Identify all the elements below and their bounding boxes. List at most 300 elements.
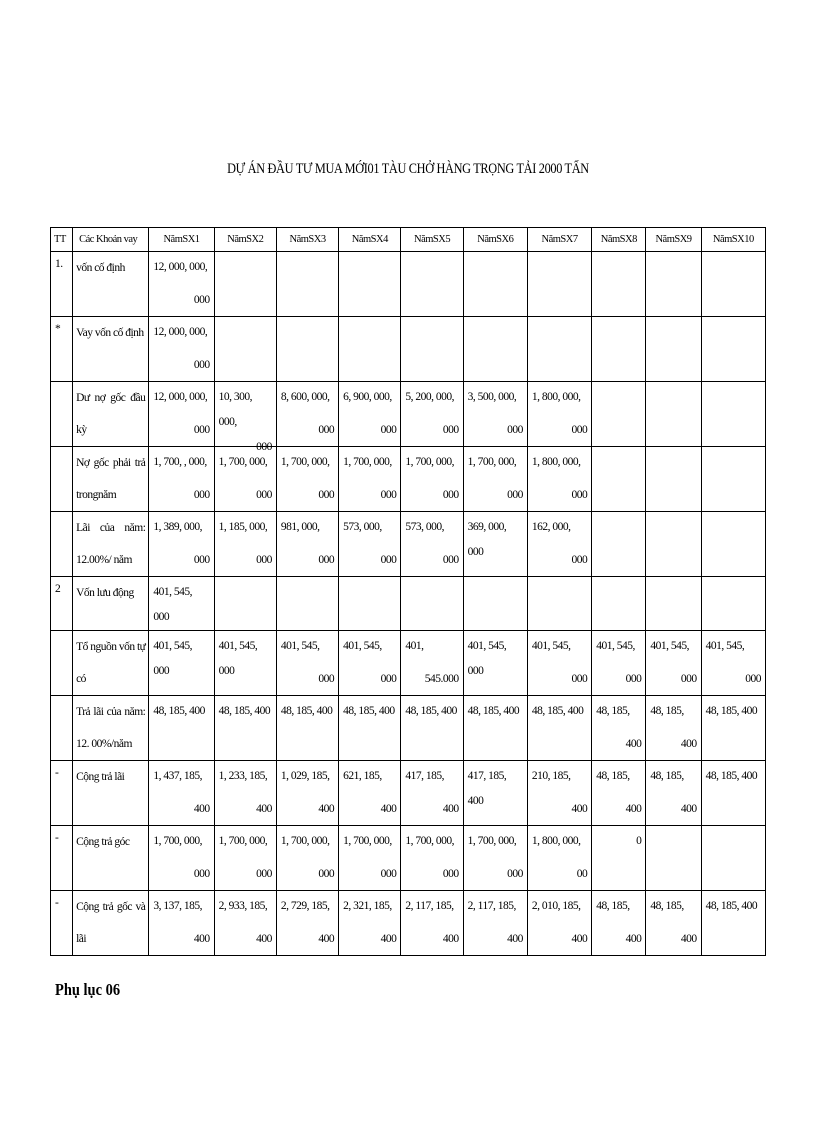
value-line: 1, 700, 000, (280, 456, 330, 468)
value-cell (592, 512, 646, 577)
value-cell (276, 891, 338, 956)
value-cell (149, 512, 214, 577)
value-line: 401, 545, (531, 640, 571, 652)
value-cell (592, 826, 646, 891)
loan-table (50, 227, 766, 956)
row-label (73, 696, 149, 761)
value-cell (701, 382, 765, 447)
row-index (51, 631, 73, 696)
value-cell (592, 577, 646, 631)
value-cell (463, 382, 527, 447)
value-line: 000 (507, 868, 523, 880)
value-cell (646, 696, 701, 761)
value-line: 400 (507, 933, 523, 945)
value-line: 48, 185, (650, 705, 684, 717)
value-line: 0 (636, 835, 642, 847)
value-line: 1, 185, 000, (218, 521, 268, 533)
row-label (73, 631, 149, 696)
value-line: 545.000 (424, 673, 459, 685)
value-line: 48, 185, 400 (705, 900, 758, 912)
value-cell (701, 317, 765, 382)
value-line: 400 (571, 803, 588, 815)
value-line: 400 (680, 933, 697, 945)
table-row (51, 826, 766, 891)
value-cell (276, 382, 338, 447)
value-cell (276, 577, 338, 631)
value-cell (401, 252, 463, 317)
value-line: 000 (318, 554, 335, 566)
value-line: 000 (680, 673, 697, 685)
value-line: 000 (745, 673, 761, 685)
value-line: 400 (193, 803, 210, 815)
value-line: 10, 300, 000, (218, 391, 253, 428)
value-cell (592, 631, 646, 696)
value-line: 000 (380, 424, 397, 436)
value-line: 000 (571, 489, 588, 501)
value-line: 162, 000, (531, 521, 571, 533)
value-line: 000 (380, 489, 397, 501)
value-cell (276, 512, 338, 577)
value-line: 1, 700, 000, (467, 456, 517, 468)
value-line: 000 (193, 294, 210, 306)
value-line: 000 (442, 489, 459, 501)
value-cell (646, 252, 701, 317)
value-cell (463, 761, 527, 826)
value-line: 000 (380, 673, 397, 685)
value-cell (592, 891, 646, 956)
value-cell (701, 696, 765, 761)
value-line: 1, 700, 000, (218, 456, 268, 468)
value-line: 2, 117, 185, (405, 900, 454, 912)
row-label-line: Tổ nguồn vốn tự (76, 641, 146, 653)
value-line: 1, 700, 000, (467, 835, 517, 847)
row-label-line: 12.00%/ năm (76, 554, 132, 566)
value-cell (527, 891, 591, 956)
value-cell (527, 696, 591, 761)
value-cell (214, 382, 276, 453)
value-cell (149, 696, 214, 761)
value-line: 000 (380, 868, 397, 880)
value-line: 400 (380, 933, 397, 945)
value-line: 2, 117, 185, (467, 900, 516, 912)
value-line: 000 (256, 554, 272, 566)
value-line: 401, 545, 000 (467, 640, 507, 677)
value-line: 000 (193, 424, 210, 436)
value-cell (463, 317, 527, 382)
row-index: - (51, 761, 73, 826)
value-line: 48, 185, 400 (467, 705, 520, 717)
column-header: Các Khoản vay (73, 228, 149, 252)
row-index (51, 447, 73, 512)
row-index: 2 (51, 577, 73, 631)
value-line: 417, 185, (405, 770, 445, 782)
document-title: DỰ ÁN ĐẦU TƯ MUA MỚI01 TÀU CHỞ HÀNG TRỌNG TẢI 2000 TẤN (227, 161, 589, 177)
value-line: 48, 185, 400 (705, 705, 758, 717)
value-line: 400 (625, 738, 642, 750)
column-header: NămSX4 (339, 228, 401, 252)
value-cell (592, 252, 646, 317)
value-line: 1, 800, 000, (531, 835, 581, 847)
table-row (51, 761, 766, 826)
value-cell (339, 512, 401, 577)
value-cell (401, 761, 463, 826)
value-line: 000 (442, 868, 459, 880)
appendix-label: Phụ lục 06 (55, 980, 121, 999)
value-line: 401, 545, 000 (218, 640, 258, 677)
value-line: 1, 700, 000, (218, 835, 268, 847)
value-cell (701, 826, 765, 891)
row-label (73, 826, 149, 891)
value-cell (592, 447, 646, 512)
table-row (51, 252, 766, 317)
row-index (51, 512, 73, 577)
value-cell (339, 891, 401, 956)
row-label (73, 252, 149, 317)
value-cell (149, 317, 214, 382)
row-label-line: Vay vốn cố định (76, 327, 144, 339)
value-line: 000 (380, 554, 397, 566)
table-row (51, 891, 766, 956)
value-cell (276, 631, 338, 696)
value-line: 3, 500, 000, (467, 391, 517, 403)
value-line: 12, 000, 000, (153, 391, 208, 403)
value-line: 48, 185, (596, 770, 630, 782)
value-cell (214, 761, 276, 826)
value-line: 000 (442, 424, 459, 436)
value-cell (276, 252, 338, 317)
row-index: * (51, 317, 73, 382)
value-cell (646, 826, 701, 891)
value-cell (276, 696, 338, 761)
column-header: NămSX8 (592, 228, 646, 252)
value-cell (463, 252, 527, 317)
value-line: 000 (256, 868, 272, 880)
value-line: 1, 800, 000, (531, 456, 581, 468)
value-cell (401, 631, 463, 696)
value-line: 000 (318, 489, 335, 501)
value-line: 48, 185, 400 (531, 705, 584, 717)
value-line: 48, 185, 400 (405, 705, 457, 717)
table-row (51, 317, 766, 382)
value-cell (646, 317, 701, 382)
table-row (51, 512, 766, 577)
row-label-line: Vốn lưu động (76, 587, 134, 599)
value-cell (401, 577, 463, 631)
value-cell (527, 826, 591, 891)
value-cell (463, 447, 527, 512)
value-cell (527, 512, 591, 577)
value-line: 400 (442, 803, 459, 815)
value-cell (401, 696, 463, 761)
value-cell (149, 577, 214, 631)
value-cell (149, 447, 214, 512)
value-line: 000 (256, 489, 272, 501)
value-line: 000 (571, 554, 588, 566)
value-line: 1, 700, 000, (405, 835, 455, 847)
value-cell (339, 382, 401, 447)
value-line: 1, 029, 185, (280, 770, 330, 782)
row-label-line: có (76, 673, 86, 685)
value-line: 1, 700, 000, (343, 835, 392, 847)
row-label-line: Lãi của năm: (76, 522, 146, 534)
row-label (73, 577, 149, 631)
value-cell (276, 317, 338, 382)
value-cell (339, 761, 401, 826)
value-line: 400 (442, 933, 459, 945)
row-index (51, 382, 73, 447)
value-cell (339, 826, 401, 891)
value-cell (463, 631, 527, 696)
column-header: NămSX2 (214, 228, 276, 252)
row-index: 1. (51, 252, 73, 317)
table-header-row (51, 228, 766, 252)
value-cell (701, 252, 765, 317)
value-line: 000 (318, 424, 335, 436)
value-cell (339, 696, 401, 761)
table-row (51, 696, 766, 761)
value-line: 417, 185, 400 (467, 770, 507, 807)
value-cell (646, 512, 701, 577)
value-cell (592, 696, 646, 761)
value-line: 621, 185, (343, 770, 382, 782)
row-label (73, 317, 149, 382)
row-label-line: Nợ gốc phải trả (76, 457, 146, 469)
value-line: 400 (625, 933, 642, 945)
value-line: 400 (193, 933, 210, 945)
row-label (73, 891, 149, 956)
value-cell (646, 761, 701, 826)
value-line: 400 (680, 738, 697, 750)
value-cell (214, 317, 276, 382)
value-cell (214, 577, 276, 631)
value-cell (463, 696, 527, 761)
row-label (73, 382, 149, 447)
row-label-line: kỳ (76, 424, 87, 436)
value-line: 401, 545, 000 (153, 640, 193, 677)
value-cell (339, 631, 401, 696)
value-line: 400 (256, 933, 272, 945)
value-line: 400 (256, 803, 272, 815)
row-label-line: 12. 00%/năm (76, 738, 132, 750)
column-header: NămSX1 (149, 228, 214, 252)
value-cell (401, 826, 463, 891)
value-cell (214, 447, 276, 512)
row-label-line: Dư nợ gốc đầu (76, 392, 146, 404)
value-line: 1, 700, 000, (153, 835, 203, 847)
row-label-line: Cộng trả lãi (76, 771, 125, 783)
value-line: 000 (571, 673, 588, 685)
value-line: 000 (507, 424, 523, 436)
value-cell (527, 631, 591, 696)
value-cell (401, 317, 463, 382)
column-header: NămSX7 (527, 228, 591, 252)
value-line: 12, 000, 000, (153, 326, 208, 338)
table-row (51, 382, 766, 447)
value-line: 2, 321, 185, (343, 900, 392, 912)
value-line: 2, 010, 185, (531, 900, 581, 912)
row-label-line: Cộng trả gốc và (76, 901, 146, 913)
value-line: 000 (571, 424, 588, 436)
value-line: 400 (380, 803, 397, 815)
value-cell (646, 447, 701, 512)
value-cell (527, 317, 591, 382)
value-line: 000 (442, 554, 459, 566)
value-line: 400 (318, 803, 335, 815)
value-line: 400 (571, 933, 588, 945)
value-cell (401, 512, 463, 577)
value-cell (463, 577, 527, 631)
value-cell (276, 826, 338, 891)
value-cell (149, 761, 214, 826)
value-line: 1, 700, 000, (405, 456, 455, 468)
value-cell (339, 577, 401, 631)
value-cell (214, 512, 276, 577)
value-line: 000 (193, 554, 210, 566)
value-line: 369, 000, 000 (467, 521, 507, 558)
value-line: 000 (193, 868, 210, 880)
row-index (51, 696, 73, 761)
value-cell (527, 252, 591, 317)
column-header: NămSX9 (646, 228, 701, 252)
value-line: 1, 800, 000, (531, 391, 581, 403)
value-cell (339, 317, 401, 382)
value-cell (214, 252, 276, 317)
value-line: 48, 185, 400 (705, 770, 758, 782)
row-label-line: Cộng trả góc (76, 836, 130, 848)
value-cell (149, 826, 214, 891)
column-header: NămSX6 (463, 228, 527, 252)
value-cell (592, 317, 646, 382)
value-line: 401, 545, 000 (153, 586, 193, 623)
column-header: TT (51, 228, 73, 252)
value-cell (339, 447, 401, 512)
value-line: 48, 185, (596, 900, 630, 912)
value-line: 2, 933, 185, (218, 900, 268, 912)
value-cell (214, 696, 276, 761)
value-line: 000 (507, 489, 523, 501)
value-cell (592, 761, 646, 826)
value-cell (527, 577, 591, 631)
value-line: 1, 700, , 000, (153, 456, 207, 468)
value-cell (701, 512, 765, 577)
value-line: 000 (193, 489, 210, 501)
value-line: 573, 000, (343, 521, 382, 533)
value-line: 1, 233, 185, (218, 770, 268, 782)
value-cell (214, 826, 276, 891)
value-cell (701, 891, 765, 956)
value-cell (214, 631, 276, 696)
value-line: 1, 389, 000, (153, 521, 203, 533)
value-line: 000 (318, 868, 335, 880)
value-line: 3, 137, 185, (153, 900, 203, 912)
value-line: 401, 545, (596, 640, 635, 652)
value-cell (339, 252, 401, 317)
value-cell (646, 382, 701, 447)
value-cell (592, 382, 646, 447)
value-cell (401, 447, 463, 512)
value-cell (701, 761, 765, 826)
value-line: 981, 000, (280, 521, 320, 533)
value-line: 400 (318, 933, 335, 945)
table-row (51, 447, 766, 512)
column-header: NămSX5 (401, 228, 463, 252)
row-label (73, 512, 149, 577)
value-line: 401, 545, (650, 640, 690, 652)
value-line: 000 (625, 673, 642, 685)
value-line: 400 (625, 803, 642, 815)
value-line: 48, 185, 400 (280, 705, 333, 717)
value-cell (149, 252, 214, 317)
value-line: 210, 185, (531, 770, 571, 782)
table-row (51, 577, 766, 631)
value-line: 5, 200, 000, (405, 391, 455, 403)
value-cell (149, 631, 214, 696)
value-cell (276, 761, 338, 826)
value-line: 401, 545, (280, 640, 320, 652)
value-cell (527, 761, 591, 826)
value-line: 401, 545, (705, 640, 745, 652)
row-label-line: vốn cố định (76, 262, 125, 274)
value-line: 48, 185, 400 (153, 705, 205, 717)
value-cell (214, 891, 276, 956)
value-line: 000 (193, 359, 210, 371)
value-line: 48, 185, 400 (343, 705, 395, 717)
value-cell (401, 382, 463, 447)
value-cell (527, 447, 591, 512)
value-line: 000 (256, 441, 272, 453)
value-cell (463, 826, 527, 891)
row-label (73, 447, 149, 512)
row-index: - (51, 891, 73, 956)
row-index: - (51, 826, 73, 891)
row-label-line: trongnăm (76, 489, 117, 501)
row-label-line: lãi (76, 933, 87, 945)
value-line: 48, 185, (596, 705, 630, 717)
table-row (51, 631, 766, 696)
value-line: 1, 700, 000, (280, 835, 330, 847)
value-cell (646, 891, 701, 956)
value-line: 00 (576, 868, 588, 880)
value-line: 1, 437, 185, (153, 770, 203, 782)
value-line: 48, 185, (650, 770, 684, 782)
value-cell (701, 577, 765, 631)
value-line: 401, 545, (343, 640, 382, 652)
value-line: 401, (405, 640, 424, 652)
value-cell (149, 891, 214, 956)
value-cell (646, 631, 701, 696)
value-line: 48, 185, (650, 900, 684, 912)
value-line: 1, 700, 000, (343, 456, 392, 468)
row-label-line: Trả lãi của năm: (76, 706, 146, 718)
table-body (51, 252, 766, 956)
value-cell (527, 382, 591, 447)
value-line: 8, 600, 000, (280, 391, 330, 403)
value-cell (149, 382, 214, 447)
value-cell (401, 891, 463, 956)
value-line: 48, 185, 400 (218, 705, 271, 717)
row-label (73, 761, 149, 826)
value-line: 573, 000, (405, 521, 445, 533)
value-cell (463, 512, 527, 577)
value-cell (276, 447, 338, 512)
value-line: 400 (680, 803, 697, 815)
value-cell (701, 631, 765, 696)
value-cell (646, 577, 701, 631)
value-line: 2, 729, 185, (280, 900, 330, 912)
column-header: NămSX10 (701, 228, 765, 252)
value-cell (463, 891, 527, 956)
value-line: 6, 900, 000, (343, 391, 392, 403)
